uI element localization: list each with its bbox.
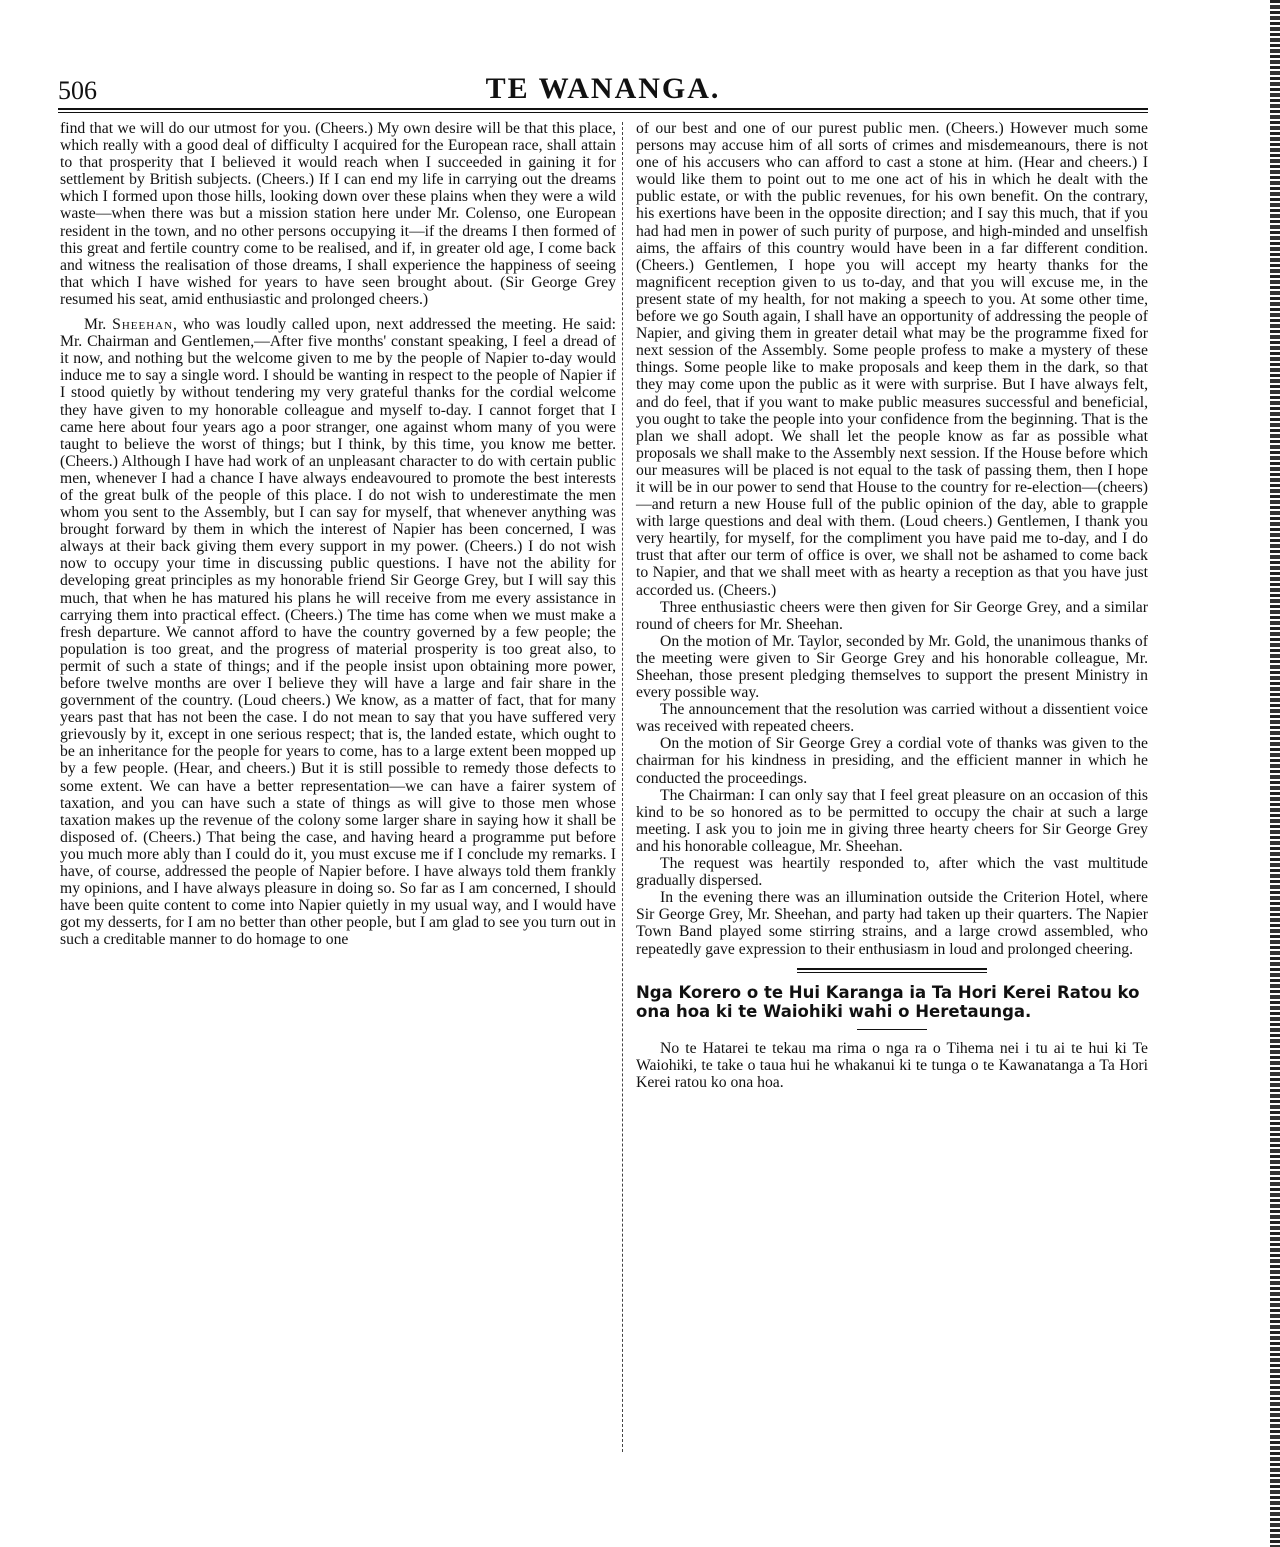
right-paragraph-5: On the motion of Sir George Grey a cordial vote of thanks was given to the chairman for his kindness in presiding, and the efficient manner in which he conducted the proceedings. [636,735,1148,787]
right-paragraph-2: Three enthusiastic cheers were then given for Sir George Grey, and a similar round of cheers for Mr. Sheehan. [636,598,1148,633]
right-paragraph-3: On the motion of Mr. Taylor, seconded by Mr. Gold, the unanimous thanks of the meeting were given to Sir George Grey and his honorable colleague, Mr. Sheehan, those present pledging themselves to support the present Ministry in every possible way. [636,632,1148,702]
right-paragraph-6: The Chairman: I can only say that I feel great pleasure on an occasion of this kind to be so honored as to be permitted to occupy the chair at such a large meeting. I ask you to join me in giving three hearty cheers for Sir George Grey and his honorable colleague, Mr. Sheehan. [636,786,1148,855]
column-divider [622,122,623,1452]
speaker-prefix: Mr. [84,316,113,334]
speech-text: , who was loudly called upon, next addressed the meeting. He said: Mr. Chairman and Gentlemen,—After five months' constant speaking, I feel a dread of it now, and nothing but the welcome given to me by the people of Napier to-day would induce me to say a single word. I should be wanting in respect to the people of Napier if I stood quietly by without tendering my very grateful thanks for the cordial welcome they have given to my honorable colleague and myself to-day. I cannot forget that I came here about four years ago a poor stranger, one against whom many of you were taught to believe the worst of things; but I think, by this time, you know me better. (Cheers.) Although I have had work of an unpleasant character to do with certain public men, whenever I had a chance I have always endeavoured to promote the best interests of the great bulk of the people of this place. I do not wish to underestimate the men whom you sent to the Assembly, but I can say for myself, that whenever anything was brought forward by them in which the interest of Napier has been concerned, I was always at their back giving them every support in my power. (Cheers.) I do not wish now to occupy your time in discussing public questions. I have not the ability for developing great principles as my honorable friend Sir George Grey, but I will say this much, that when he has matured his plans he will receive from me every assistance in carrying them into practical effect. (Cheers.) The time has come when we must make a fresh departure. We cannot afford to have the country governed by a few people; the population is too great, and the progress of material prosperity is too great also, to permit of such a state of things; and if the people insist upon obtaining more power, before twelve months are over I believe they will have a large and fair share in the government of the country. (Loud cheers.) We know, as a matter of fact, that for many years past that has not been the case. I do not mean to say that you have suffered very grievously by it, except in one serious respect; that is, the landed estate, which ought to be an inheritance for the people for years to come, has to a large extent been mopped up by a few people. (Hear, and cheers.) But it is still possible to remedy those defects to some extent. We can have a better representation—we can have a fairer system of taxation, and you can have such a state of things as will give to those men whose taxation makes up the revenue of the colony some larger share in saying how it shall be disposed of. (Cheers.) That being the case, and having heard a programme put before you much more ably than I could do it, you must excuse me if I conclude my remarks. I have, of course, addressed the people of Napier before. I have always told them frankly my opinions, and I have always pleasure in doing so. So far as I am concerned, I should have been quite content to come into Napier quietly in my usual way, and I would have got my desserts, for I am no better than other people, but I am glad to see you turn out in such a creditable manner to do homage to one [60,316,617,949]
maori-section-heading: Nga Korero o te Hui Karanga ia Ta Hori Kerei Ratou ko ona hoa ki te Waiohiki wahi o Heretaunga. [636,982,1140,1021]
newspaper-title: TE WANANGA. [485,72,721,105]
right-paragraph-4: The announcement that the resolution was carried without a dissentient voice was received with repeated cheers. [636,701,1148,736]
page-number: 506 [58,76,97,105]
short-rule [857,1029,927,1030]
left-column [60,120,616,949]
right-column [636,120,1148,1091]
page-header [58,72,1148,106]
speaker-name: Sheehan [112,316,174,334]
section-double-rule [797,968,987,973]
left-paragraph-1: find that we will do our utmost for you. (Cheers.) My own desire will be that this place, which really with a good deal of difficulty I acquired for the European race, shall attain to that prosperity that I believed it would reach when I succeeded in gaining it for settlement by British subjects. (Cheers.) If I can end my life in carrying out the dreams which I formed upon those hills, looking down over these plains when they were a wild waste—when there was but a mission station here under Mr. Colenso, one European resident in the town, and no other persons occupying it—if the dreams I then formed of this great and fertile country come to be realised, and if, in greater old age, I come back and witness the realisation of those dreams, I shall experience the happiness of seeing that which I have wished for years to have seen brought about. (Sir George Grey resumed his seat, amid enthusiastic and prolonged cheers.) [60,120,616,308]
right-paragraph-7: The request was heartily responded to, after which the vast multitude gradually dispersed. [636,855,1148,890]
left-paragraph-2 [60,316,616,948]
scanned-page-edge [1270,0,1280,1547]
right-paragraph-8: In the evening there was an illumination outside the Criterion Hotel, where Sir George Grey, Mr. Sheehan, and party had taken up their quarters. The Napier Town Band played some stirring strains, and a large crowd assembled, who repeatedly gave expression to their enthusiasm in loud and prolonged cheering. [636,889,1148,958]
header-rule [58,108,1148,113]
maori-paragraph: No te Hatarei te tekau ma rima o nga ra o Tihema nei i tu ai te hui ki Te Waiohiki, te take o taua hui he whakanui ki te tunga o te Kawanatanga a Ta Hori Kerei ratou ko ona hoa. [636,1039,1148,1091]
right-paragraph-1: of our best and one of our purest public men. (Cheers.) However much some persons may accuse him of all sorts of crimes and misdemeanours, there is not one of his accusers who can afford to cast a stone at him. (Hear and cheers.) I would like them to point out to me one act of his in which he dealt with the public estate, or with the public revenues, for his own benefit. On the contrary, his exertions have been in the opposite direction; and I say this much, that if you had had men in power of such purity of purpose, and high-minded and unselfish aims, the affairs of this country would have been in a far different condition. (Cheers.) Gentlemen, I hope you will accept my hearty thanks for the magnificent reception given to us to-day, and that you will excuse me, in the present state of my health, for not making a speech to you. At some other time, before we go South again, I shall have an opportunity of addressing the people of Napier, and giving them in greater detail what may be the programme fixed for next session of the Assembly. Some people profess to make a mystery of these things. Some people like to make proposals and keep them in the dark, so that they may come upon the public as it were with surprise. But I have always felt, and do feel, that if you want to make public measures successful and beneficial, you ought to take the people into your confidence from the beginning. That is the plan we shall adopt. We shall let the people know as far as possible what proposals we shall make to the Assembly next session. If the House before which our measures will be placed is not equal to the task of passing them, then I hope it will be in our power to send that House to the country for re-election—(cheers)—and return a new House full of the public opinion of the day, able to grapple with large questions and deal with them. (Loud cheers.) Gentlemen, I thank you very heartily, for myself, for the compliment you have paid me to-day, and I do trust that after our term of office is over, we shall not be ashamed to come back to Napier, and that we shall meet with as hearty a reception as that you have just accorded us. (Cheers.) [636,120,1148,599]
